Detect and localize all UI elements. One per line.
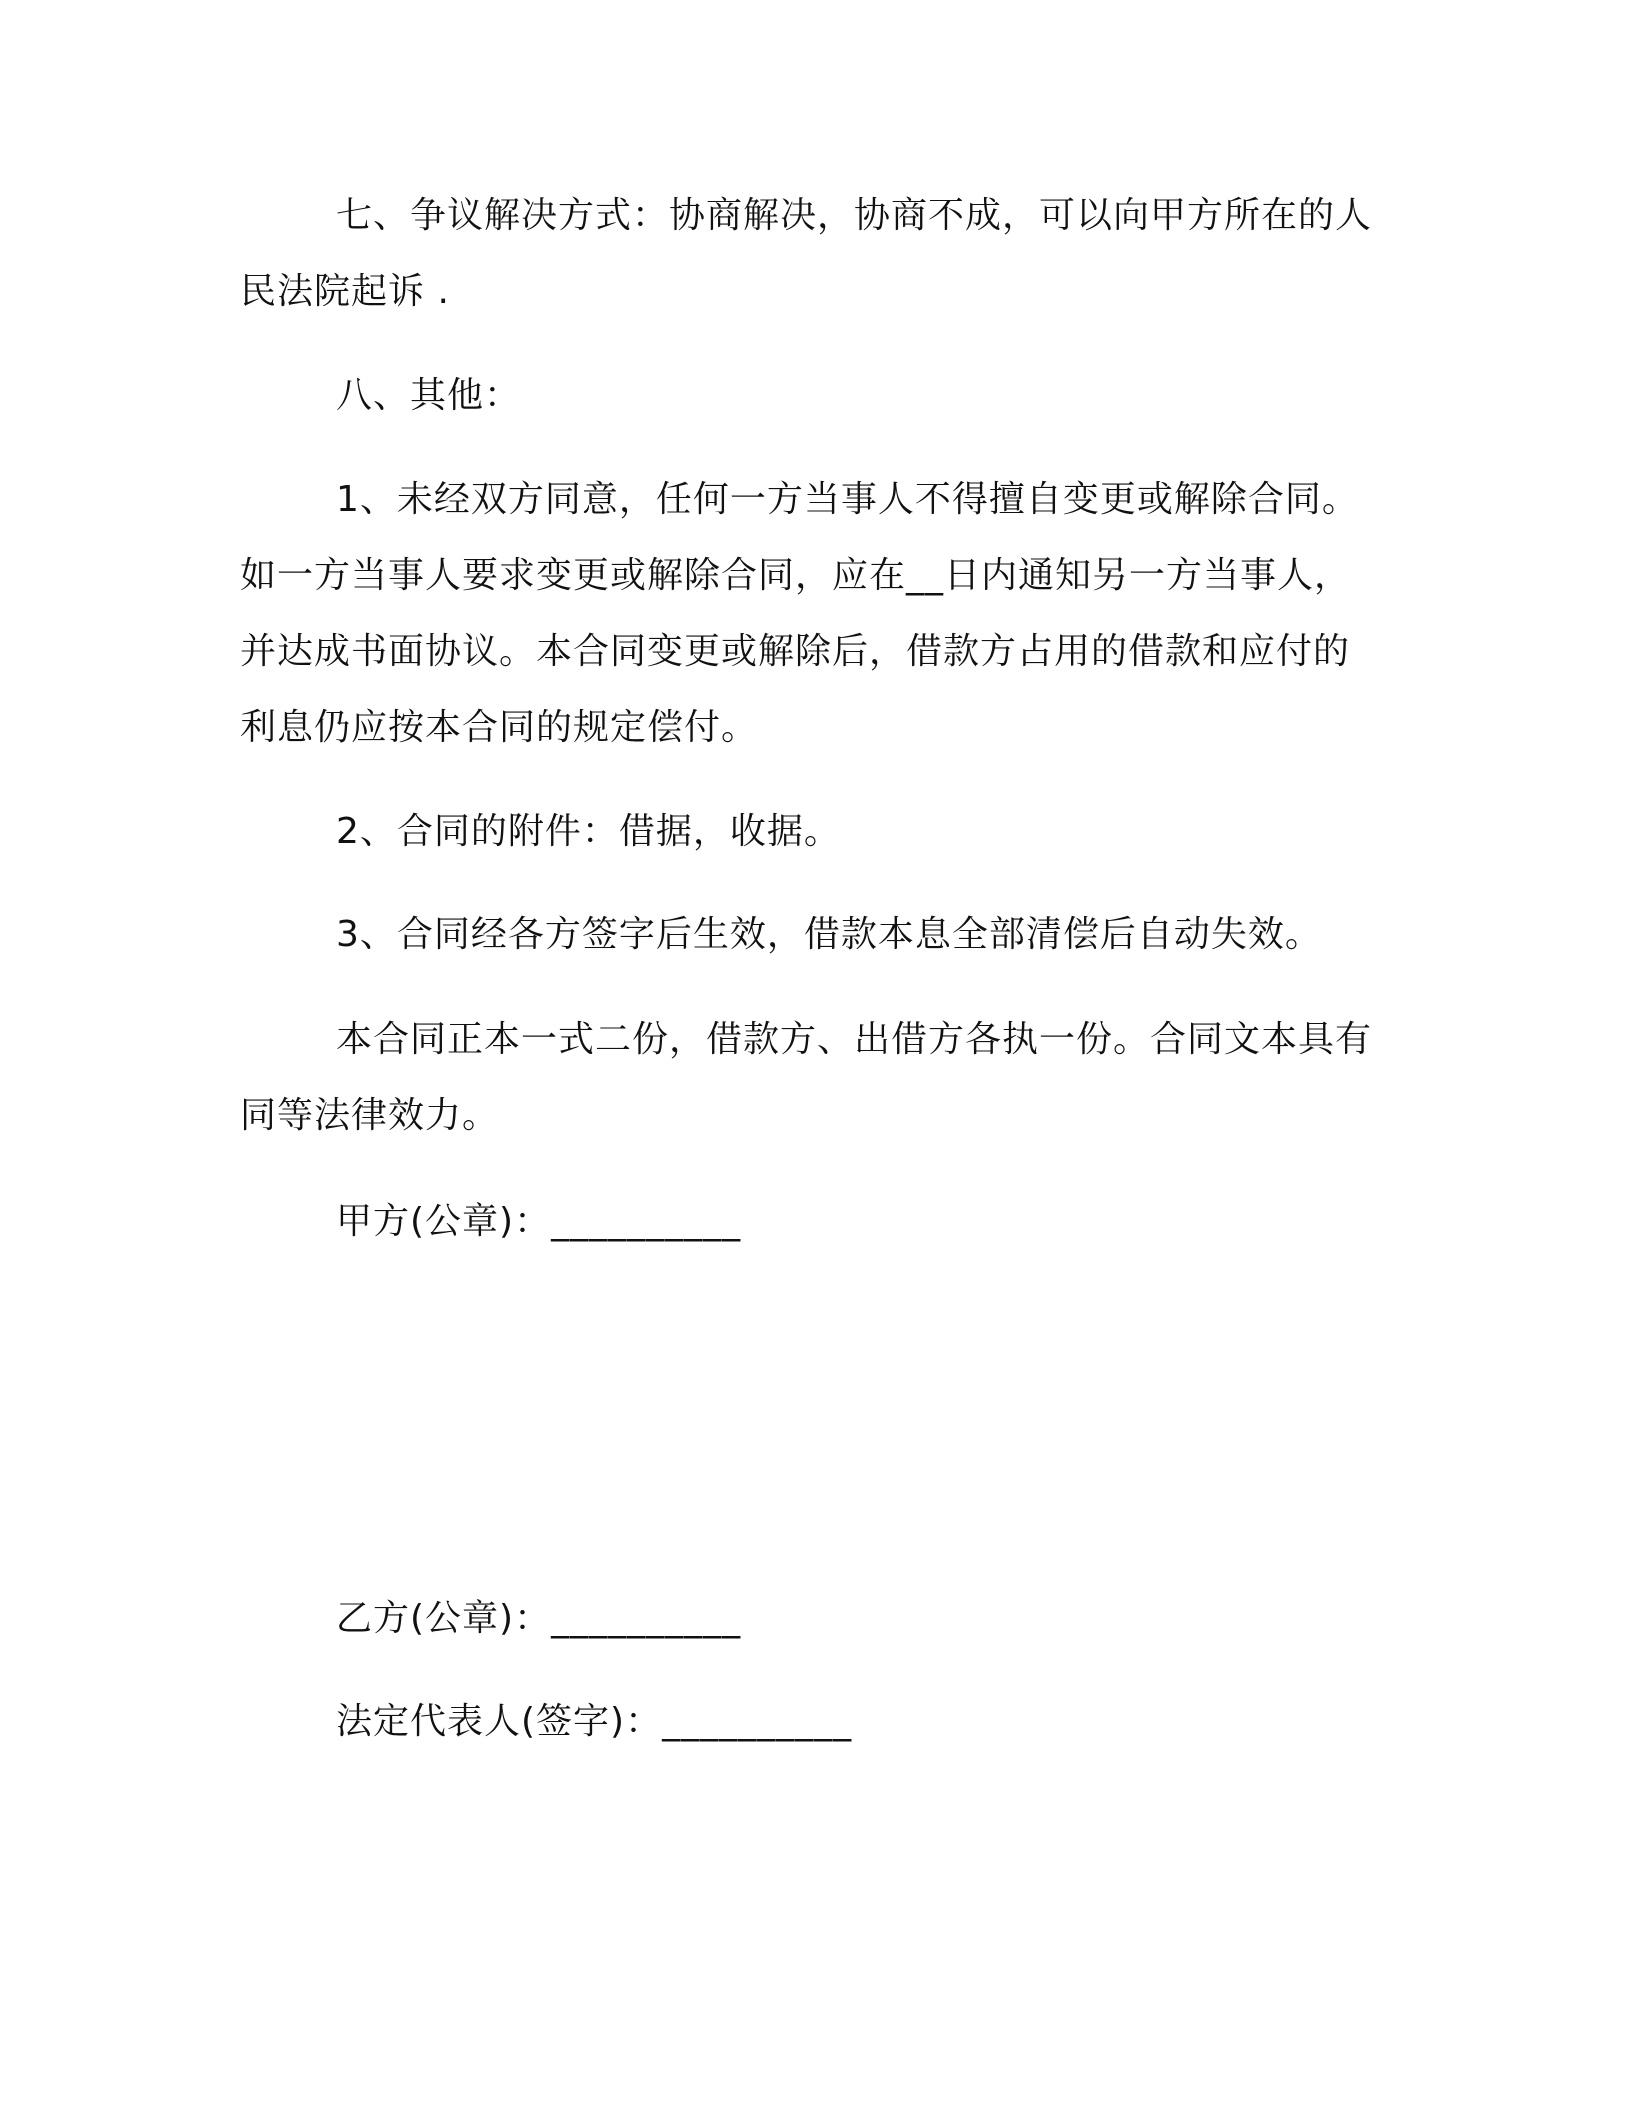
item-1-line-1: 1、未经双方同意，任何一方当事人不得擅自变更或解除合同。 (336, 479, 1359, 520)
clause-7-line-1: 七、争议解决方式：协商解决，协商不成，可以向甲方所在的人 (336, 195, 1373, 236)
clause-8-item-1 (240, 462, 1380, 766)
clause-8-heading-text: 八、其他： (336, 375, 522, 416)
clause-7-line-2: 民法院起诉 . (240, 271, 450, 312)
item-3-text: 3、合同经各方签字后生效，借款本息全部清偿后自动失效。 (336, 914, 1322, 955)
party-a-signature-line: 甲方(公章)：__________ (336, 1201, 742, 1242)
clause-7-dispute-resolution (240, 178, 1380, 330)
clause-8-heading (240, 358, 1380, 434)
copies-line-2: 同等法律效力。 (240, 1095, 500, 1136)
item-1-line-3: 并达成书面协议。本合同变更或解除后，借款方占用的借款和应付的 (240, 631, 1351, 672)
copies-line-1: 本合同正本一式二份，借款方、出借方各执一份。合同文本具有 (336, 1019, 1373, 1060)
item-1-line-4: 利息仍应按本合同的规定偿付。 (240, 707, 759, 748)
legal-representative-signature-line: 法定代表人(签字)：__________ (336, 1701, 853, 1742)
item-1-line-2: 如一方当事人要求变更或解除合同，应在__日内通知另一方当事人， (240, 555, 1352, 596)
item-2-text: 2、合同的附件：借据，收据。 (336, 811, 841, 852)
copies-clause (240, 1002, 1380, 1154)
party-b-signature-line: 乙方(公章)：__________ (336, 1598, 742, 1639)
clause-8-item-2 (240, 794, 1380, 870)
clause-8-item-3 (240, 897, 1380, 973)
